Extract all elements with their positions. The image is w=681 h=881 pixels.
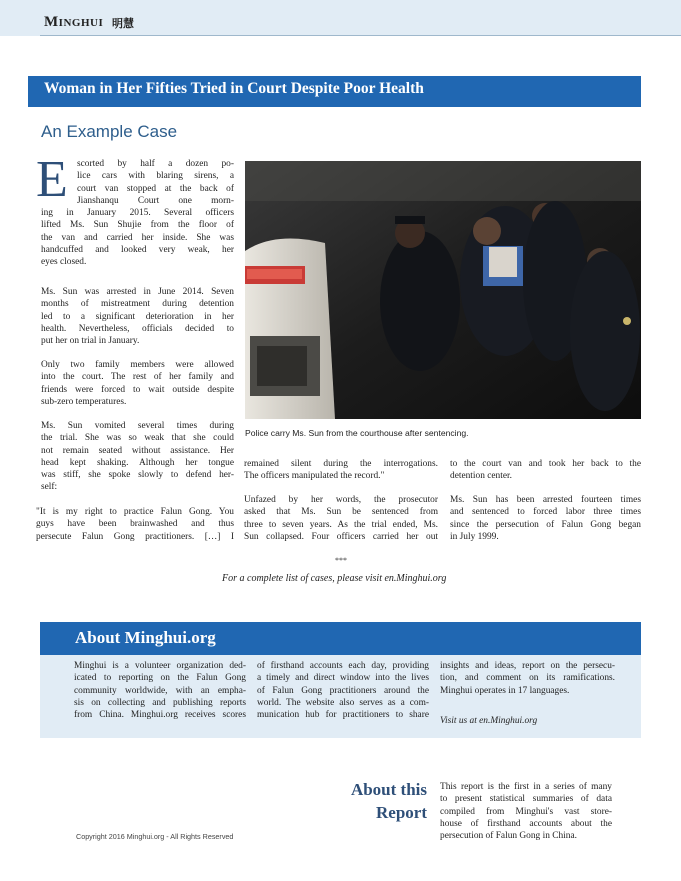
text-line: a timely and direct window into the lives — [257, 673, 429, 684]
article-paragraph — [244, 494, 438, 543]
text-line: persecution of Falun Gong in China. — [440, 831, 577, 842]
text-line: ing in January 2015. Several officers — [41, 208, 234, 218]
text-line: icated to reporting on the Falun Gong — [74, 673, 246, 684]
drop-cap: E — [36, 151, 68, 208]
text-line: health. Nevertheless, officials decided to — [41, 323, 234, 334]
text-line: led to a significant deterioration in her — [41, 311, 234, 322]
text-line: world. The website also serves as a com- — [257, 697, 429, 708]
visit-link[interactable]: Visit us at en.Minghui.org — [440, 716, 538, 726]
text-line: asked that Ms. Sun be sentenced from — [244, 507, 438, 518]
text-line: tion, and comment on its ramifications. — [440, 673, 615, 684]
article-photo — [245, 161, 641, 419]
section-separator: *** — [335, 556, 347, 565]
text-line: Ms. Sun vomited several times during — [41, 421, 234, 431]
text-line: compiled from Minghui's vast store- — [440, 806, 612, 817]
text-line: the trial. She was so weak that she could — [41, 433, 234, 444]
article-subhead: An Example Case — [41, 122, 178, 141]
text-line: self: — [41, 482, 58, 493]
text-line: Ms. Sun was arrested in June 2014. Seven — [41, 287, 234, 297]
text-line: community worldwide, with an empha- — [74, 685, 246, 696]
article-paragraph — [41, 207, 234, 268]
text-line: into the court. The rest of her family and — [41, 372, 234, 383]
text-line: scorted by half a dozen po- — [77, 159, 234, 169]
text-line: head kept shaking. Although her tongue — [41, 457, 234, 468]
text-line: Unfazed by her words, the prosecutor — [244, 495, 438, 505]
article-paragraph — [77, 158, 234, 207]
copyright: Copyright 2016 Minghui.org - All Rights Reserved — [76, 832, 234, 841]
brand-name: Minghui — [44, 14, 104, 30]
about-title: About Minghui.org — [75, 628, 216, 647]
about-column — [257, 660, 429, 721]
case-list-note: For a complete list of cases, please visit en.Minghui.org — [222, 573, 447, 584]
text-line: insights and ideas, report on the persecu- — [440, 661, 615, 671]
text-line: of firsthand accounts each day, providing — [257, 661, 429, 671]
text-line: lifted Ms. Sun Shujie from the floor of — [41, 220, 234, 231]
report-body — [440, 781, 612, 842]
text-line: Jianshanqu Court one morn- — [77, 195, 234, 206]
text-line: months of mistreatment during detention — [41, 299, 234, 310]
text-line: munication hub for practitioners to share — [257, 710, 429, 721]
text-line: sis on collecting and publishing reports — [74, 697, 246, 708]
text-line: friends were forced to wait outside despite — [41, 384, 234, 395]
text-line: Ms. Sun has been arrested fourteen times — [450, 495, 641, 505]
text-line: house of firsthand accounts about the — [440, 818, 612, 829]
report-heading: Report — [376, 803, 427, 822]
text-line: and sentenced to forced labor three times — [450, 507, 641, 518]
text-line: the van and carried her inside. She was — [41, 232, 234, 243]
article-paragraph — [41, 359, 234, 408]
photo-caption: Police carry Ms. Sun from the courthouse after sentencing. — [245, 428, 469, 438]
article-title: Woman in Her Fifties Tried in Court Despite Poor Health — [44, 80, 424, 97]
text-line: Minghui operates in 17 languages. — [440, 685, 570, 696]
text-line: in July 1999. — [450, 531, 499, 542]
article-paragraph — [41, 286, 234, 347]
text-line: to present statistical summaries of data — [440, 794, 612, 805]
text-line: "It is my right to practice Falun Gong. You — [36, 507, 234, 517]
text-line: detention center. — [450, 471, 512, 482]
text-line: three to seven years. As the trial ended, Ms. — [244, 519, 438, 530]
about-column — [74, 660, 246, 721]
article-paragraph — [244, 458, 438, 483]
text-line: put her on trial in January. — [41, 336, 140, 347]
text-line: since the persecution of Falun Gong began — [450, 519, 641, 530]
about-column — [440, 660, 615, 697]
text-line: court van stopped at the back of — [77, 183, 234, 194]
text-line: remained silent during the interrogations. — [244, 459, 438, 469]
text-line: The officers manipulated the record." — [244, 471, 385, 482]
brand-cjk: 明慧 — [112, 17, 134, 30]
text-line: Only two family members were allowed — [41, 360, 234, 370]
header-rule — [40, 35, 681, 36]
text-line: eyes closed. — [41, 257, 87, 268]
article-paragraph — [41, 420, 234, 494]
text-line: of Falun Gong practitioners around the — [257, 685, 429, 696]
article-paragraph — [450, 458, 641, 483]
text-line: Minghui is a volunteer organization ded- — [74, 661, 246, 671]
article-paragraph — [450, 494, 641, 543]
text-line: handcuffed and looked very weak, her — [41, 244, 234, 255]
report-heading: About this — [350, 780, 427, 799]
text-line: sub-zero temperatures. — [41, 396, 127, 407]
text-line: from China. Minghui.org receives scores — [74, 710, 246, 721]
text-line: guys have been brainwashed and thus — [36, 519, 234, 530]
text-line: persecute Falun Gong practitioners. […] I — [36, 531, 234, 542]
article-quote — [36, 506, 234, 543]
text-line: not remain seated without assistance. Her — [41, 445, 234, 456]
text-line: lice cars with blaring sirens, a — [77, 171, 234, 182]
text-line: Sun collapsed. Four officers carried her out — [244, 531, 438, 542]
text-line: to the court van and took her back to the — [450, 459, 641, 469]
text-line: was stiff, she spoke slowly to defend her- — [41, 470, 234, 481]
text-line: This report is the first in a series of many — [440, 782, 612, 792]
